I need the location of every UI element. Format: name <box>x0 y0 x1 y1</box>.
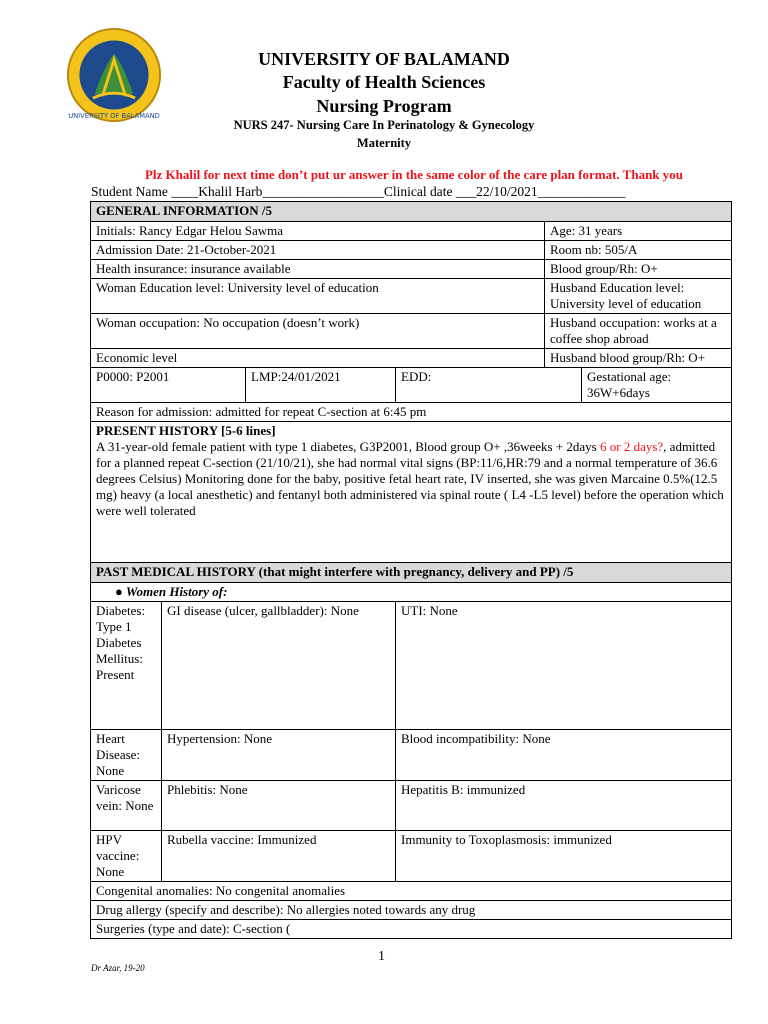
woman-education-cell: Woman Education level: University level of education <box>91 279 545 314</box>
gi-disease-cell: GI disease (ulcer, gallbladder): None <box>162 602 396 730</box>
rubella-vaccine-cell: Rubella vaccine: Immunized <box>162 831 396 882</box>
age-cell: Age: 31 years <box>545 222 732 241</box>
past-history-header: PAST MEDICAL HISTORY (that might interfere with pregnancy, delivery and PP) /5 <box>91 563 732 583</box>
footer-credit: Dr Azar, 19-20 <box>91 963 145 973</box>
insurance-cell: Health insurance: insurance available <box>91 260 545 279</box>
page-number: 1 <box>378 949 385 964</box>
initials-cell: Initials: Rancy Edgar Helou Sawma <box>91 222 545 241</box>
admission-date-cell: Admission Date: 21-October-2021 <box>91 241 545 260</box>
economic-level-cell: Economic level <box>91 349 545 368</box>
diabetes-cell: Diabetes: Type 1 Diabetes Mellitus: Present <box>91 602 162 730</box>
gestational-age-cell: Gestational age: 36W+6days <box>582 368 732 403</box>
student-name: Khalil Harb <box>198 184 263 199</box>
instructor-note: Plz Khalil for next time don’t put ur answer in the same color of the care plan format. Thank you <box>144 167 684 182</box>
subject-title: Maternity <box>356 136 412 150</box>
university-title: UNIVERSITY OF BALAMAND <box>258 49 510 69</box>
women-history-label: ● Women History of: <box>91 583 732 602</box>
svg-text:UNIVERSITY OF BALAMAND: UNIVERSITY OF BALAMAND <box>68 112 160 121</box>
toxoplasmosis-cell: Immunity to Toxoplasmosis: immunized <box>396 831 732 882</box>
care-plan-form <box>90 201 732 939</box>
faculty-title: Faculty of Health Sciences <box>282 72 486 92</box>
gpal-cell: P0000: P2001 <box>91 368 246 403</box>
heart-disease-cell: Heart Disease: None <box>91 730 162 781</box>
congenital-anomalies-cell: Congenital anomalies: No congenital anomalies <box>91 882 732 901</box>
husband-occupation-cell: Husband occupation: works at a coffee shop abroad <box>545 314 732 349</box>
student-line <box>91 184 625 200</box>
general-info-header: GENERAL INFORMATION /5 <box>91 202 732 222</box>
woman-occupation-cell: Woman occupation: No occupation (doesn’t work) <box>91 314 545 349</box>
blood-group-cell: Blood group/Rh: O+ <box>545 260 732 279</box>
program-title: Nursing Program <box>316 96 452 116</box>
blood-incompatibility-cell: Blood incompatibility: None <box>396 730 732 781</box>
reason-cell: Reason for admission: admitted for repeat C-section at 6:45 pm <box>91 403 732 422</box>
clinical-date-trail: _____________ <box>537 184 626 199</box>
hpv-vaccine-cell: HPV vaccine: None <box>91 831 162 882</box>
correction-note: 6 or 2 days? <box>599 439 664 454</box>
hypertension-cell: Hypertension: None <box>162 730 396 781</box>
present-history-text: A 31-year-old female patient with type 1 diabetes, G3P2001, Blood group O+ ,36weeks + 2days 6 or 2 days?, admitted for a planned repeat C-section (21/10/21), she had normal vital signs (BP:11/6,HR:79 and a normal temperature of 36.6 degrees Celsius) Monitoring done for the baby, positive fetal heart rate, IV inserted, she was given Marcaine 0.5%(12.5 mg) heavy (a local anesthetic) and fentanyl both administered via spinal route ( L4 -L5 level) before the operation which were well tolerated <box>96 439 724 518</box>
edd-cell: EDD: <box>396 368 582 403</box>
lmp-cell: LMP:24/01/2021 <box>246 368 396 403</box>
course-title: NURS 247- Nursing Care In Perinatology & Gynecology <box>233 118 535 132</box>
hepatitis-b-cell: Hepatitis B: immunized <box>396 781 732 831</box>
room-cell: Room nb: 505/A <box>545 241 732 260</box>
student-name-label: Student Name ____ <box>91 184 199 199</box>
phlebitis-cell: Phlebitis: None <box>162 781 396 831</box>
surgeries-cell: Surgeries (type and date): C-section ( <box>91 920 732 939</box>
present-history-title: PRESENT HISTORY [5-6 lines] <box>96 423 276 438</box>
clinical-date-label: Clinical date ___ <box>383 184 477 199</box>
drug-allergy-cell: Drug allergy (specify and describe): No allergies noted towards any drug <box>91 901 732 920</box>
uti-cell: UTI: None <box>396 602 732 730</box>
husband-education-cell: Husband Education level: University level of education <box>545 279 732 314</box>
university-logo <box>66 27 162 123</box>
present-history-cell <box>91 422 732 563</box>
varicose-vein-cell: Varicose vein: None <box>91 781 162 831</box>
husband-blood-cell: Husband blood group/Rh: O+ <box>545 349 732 368</box>
clinical-date: 22/10/2021 <box>476 184 538 199</box>
student-name-trail: __________________ <box>262 184 384 199</box>
